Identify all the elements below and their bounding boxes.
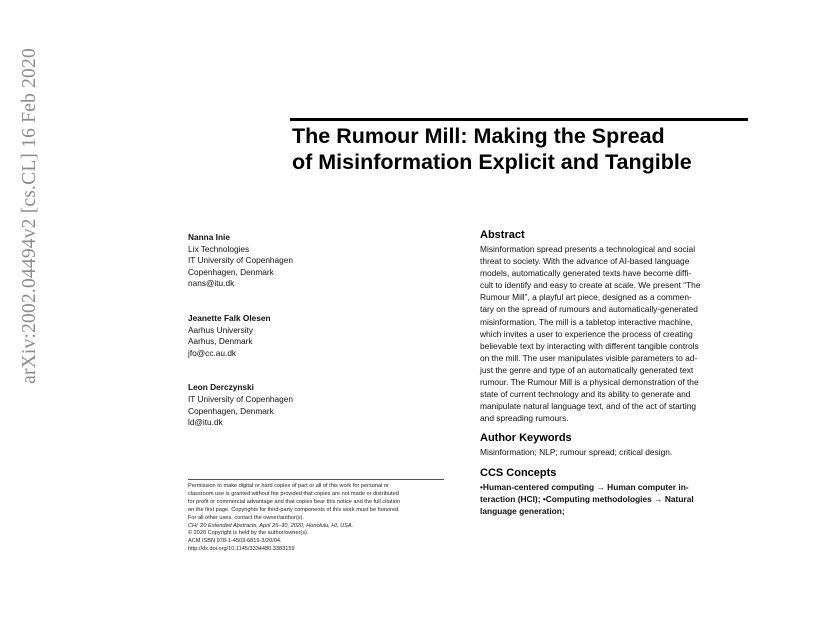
footnote-line: For all other uses, contact the owner/author(s).	[188, 514, 304, 521]
copyright-footnote	[188, 479, 444, 554]
author-location: Aarhus, Denmark	[188, 336, 253, 347]
ccs-line: language generation;	[480, 505, 565, 516]
abstract-line: misinformation. The mill is a tabletop interactive machine,	[480, 316, 693, 327]
title-line: of Misinformation Explicit and Tangible	[292, 150, 692, 174]
author-name: Leon Derczynski	[188, 382, 254, 393]
abstract-line: believable text by interacting with different tangible controls	[480, 340, 699, 351]
keywords-section	[480, 432, 740, 458]
author-block	[188, 382, 438, 428]
ccs-text	[480, 481, 740, 517]
author-affiliation: IT University of Copenhagen	[188, 255, 293, 266]
arxiv-stamp-text: arXiv:2002.04494v2 [cs.CL] 16 Feb 2020	[19, 48, 41, 384]
author-email: ld@itu.dk	[188, 417, 223, 428]
author-location: Copenhagen, Denmark	[188, 266, 274, 277]
abstract-line: and spreading rumours.	[480, 413, 569, 424]
abstract-line: manipulate natural language text, and of the act of starting	[480, 401, 697, 412]
footnote-line: © 2020 Copyright is held by the author/owner(s).	[188, 530, 309, 537]
keywords-text	[480, 446, 740, 458]
abstract-line: rumour. The Rumour Mill is a physical demonstration of the	[480, 377, 699, 388]
abstract-line: just the genre and type of an automatically generated text	[480, 364, 694, 375]
abstract-heading: Abstract	[480, 229, 525, 241]
abstract-line: which invites a user to experience the process of creating	[480, 328, 693, 339]
abstract-section	[480, 229, 740, 424]
author-name: Nanna Inie	[188, 232, 230, 242]
abstract-line: state of current technology and its ability to generate and	[480, 389, 691, 400]
title-line: The Rumour Mill: Making the Spread	[292, 124, 665, 148]
ccs-heading: CCS Concepts	[480, 466, 557, 479]
abstract-line: cult to identify and easy to create at scale. We present “The	[480, 280, 701, 291]
abstract-line: tary on the spread of rumours and automatically-generated	[480, 304, 698, 315]
right-column	[480, 229, 740, 525]
ccs-section	[480, 467, 740, 517]
abstract-line: models, automatically generated texts have become diffi-	[480, 268, 692, 279]
abstract-line: Misinformation spread presents a technological and social	[480, 244, 696, 254]
keywords-heading: Author Keywords	[480, 432, 572, 445]
author-name: Jeanette Falk Olesen	[188, 312, 271, 323]
author-affiliation: Lix Technologies	[188, 243, 250, 254]
abstract-line: on the mill. The user manipulates visible parameters to ad-	[480, 352, 698, 363]
abstract-line: threat to society. With the advance of AI-based language	[480, 256, 690, 267]
footnote-venue: CHI '20 Extended Abstracts, April 25–30, 2020, Honolulu, HI, USA.	[188, 522, 354, 529]
abstract-line: Rumour Mill”, a playful art piece, designed as a commen-	[480, 292, 692, 303]
author-location: Copenhagen, Denmark	[188, 405, 274, 416]
author-block	[188, 313, 438, 359]
ccs-line: teraction (HCI); •Computing methodologies → Natural	[480, 493, 694, 504]
abstract-text	[480, 243, 740, 424]
author-email: nans@itu.dk	[188, 278, 235, 289]
footnote-line: Permission to make digital or hard copies of part or all of this work for personal or	[188, 483, 389, 489]
footnote-line: classroom use is granted without fee provided that copies are not made or distributed	[188, 490, 399, 497]
ccs-line: •Human-centered computing → Human computer in-	[480, 481, 689, 492]
paper-title	[292, 123, 762, 175]
author-affiliation: IT University of Copenhagen	[188, 393, 293, 404]
footnote-line: on the first page. Copyrights for third-party components of this work must be honored.	[188, 506, 400, 513]
keywords-line: Misinformation; NLP; rumour spread; critical design.	[480, 447, 673, 458]
author-email: jfo@cc.au.dk	[188, 347, 237, 358]
footnote-line: for profit or commercial advantage and that copies bear this notice and the full citation	[188, 498, 401, 505]
author-block	[188, 232, 438, 290]
author-list	[188, 232, 438, 452]
footnote-doi-link[interactable]: http://dx.doi.org/10.1145/3334480.3383159	[188, 546, 295, 553]
arxiv-stamp	[18, 36, 42, 396]
footnote-line: ACM ISBN 978-1-4503-6819-3/20/04.	[188, 538, 282, 545]
author-affiliation: Aarhus University	[188, 324, 254, 335]
title-rule	[290, 118, 748, 121]
